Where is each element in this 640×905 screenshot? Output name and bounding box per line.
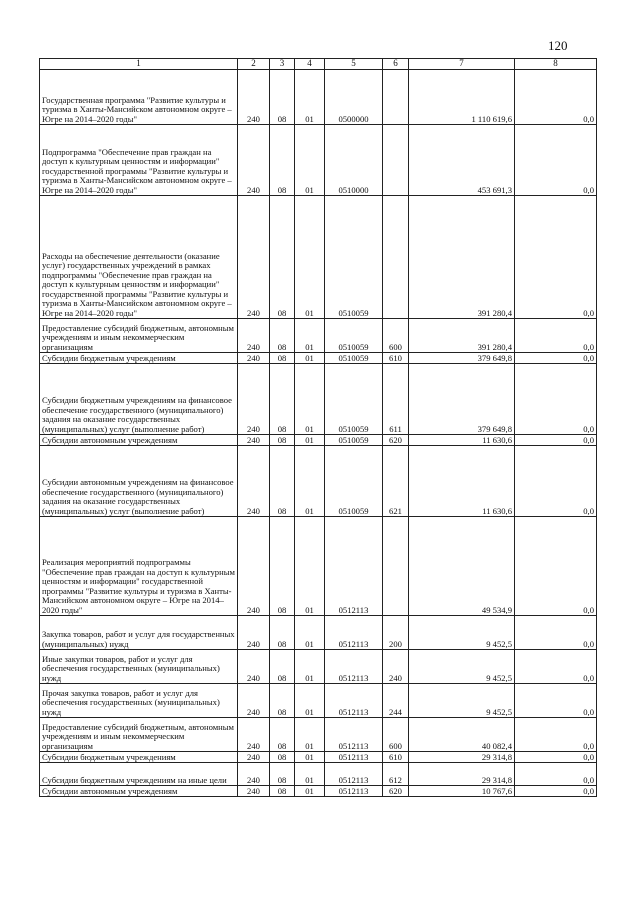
- table-row: [40, 125, 597, 196]
- cell-amount: 9 452,5: [409, 650, 515, 684]
- table-row: [40, 435, 597, 446]
- cell-amount: 29 314,8: [409, 763, 515, 786]
- cell-description: Реализация мероприятий подпрограммы "Обеспечение прав граждан на доступ к культурным ценностям и информации" государственной программы "Развитие культуры и туризма в Ханты-Мансийском автономном округе – Югре на 2014–2020 годы": [40, 517, 238, 616]
- cell-description: Иные закупки товаров, работ и услуг для обеспечения государственных (муниципальных) нужд: [40, 650, 238, 684]
- cell-code-target: 0512113: [325, 763, 383, 786]
- cell-code-ministry: 240: [238, 125, 270, 196]
- cell-amount-2: 0,0: [515, 446, 597, 517]
- cell-description: Субсидии бюджетным учреждениям: [40, 353, 238, 364]
- cell-amount-2: 0,0: [515, 435, 597, 446]
- cell-code-section: 08: [270, 616, 295, 650]
- cell-code-expense-type: [383, 70, 409, 125]
- cell-code-ministry: 240: [238, 763, 270, 786]
- cell-amount-2: 0,0: [515, 517, 597, 616]
- cell-code-ministry: 240: [238, 616, 270, 650]
- table-row: [40, 364, 597, 435]
- budget-table: [39, 58, 597, 797]
- cell-code-subsection: 01: [295, 684, 325, 718]
- cell-amount-2: 0,0: [515, 125, 597, 196]
- column-header-5: 5: [325, 59, 383, 70]
- cell-description: Субсидии автономным учреждениям: [40, 786, 238, 797]
- cell-code-expense-type: 620: [383, 786, 409, 797]
- cell-code-section: 08: [270, 786, 295, 797]
- cell-code-ministry: 240: [238, 752, 270, 763]
- cell-description: Предоставление субсидий бюджетным, автономным учреждениям и иным некоммерческим организациям: [40, 319, 238, 353]
- cell-code-section: 08: [270, 752, 295, 763]
- table-row: [40, 353, 597, 364]
- cell-code-section: 08: [270, 650, 295, 684]
- cell-code-expense-type: 600: [383, 718, 409, 752]
- cell-amount: 453 691,3: [409, 125, 515, 196]
- cell-code-target: 0512113: [325, 517, 383, 616]
- cell-code-section: 08: [270, 435, 295, 446]
- cell-code-target: 0510059: [325, 364, 383, 435]
- cell-code-ministry: 240: [238, 718, 270, 752]
- cell-amount-2: 0,0: [515, 684, 597, 718]
- column-header-7: 7: [409, 59, 515, 70]
- cell-code-ministry: 240: [238, 319, 270, 353]
- cell-amount-2: 0,0: [515, 718, 597, 752]
- cell-description: Субсидии бюджетным учреждениям на финансовое обеспечение государственного (муниципального) задания на оказание государственных (муниципальных) услуг (выполнение работ): [40, 364, 238, 435]
- column-header-8: 8: [515, 59, 597, 70]
- cell-amount: 40 082,4: [409, 718, 515, 752]
- cell-code-subsection: 01: [295, 446, 325, 517]
- cell-code-section: 08: [270, 70, 295, 125]
- cell-description: Субсидии бюджетным учреждениям: [40, 752, 238, 763]
- table-row: [40, 319, 597, 353]
- cell-code-expense-type: 610: [383, 353, 409, 364]
- cell-amount: 29 314,8: [409, 752, 515, 763]
- table-row: [40, 718, 597, 752]
- table-body: [40, 70, 597, 797]
- cell-amount: 9 452,5: [409, 616, 515, 650]
- cell-amount: 9 452,5: [409, 684, 515, 718]
- column-header-2: 2: [238, 59, 270, 70]
- page-number: 120: [548, 38, 568, 53]
- cell-code-target: 0512113: [325, 616, 383, 650]
- cell-code-ministry: 240: [238, 353, 270, 364]
- table-row: [40, 752, 597, 763]
- cell-code-ministry: 240: [238, 435, 270, 446]
- table-header: [40, 59, 597, 70]
- column-header-1: 1: [40, 59, 238, 70]
- cell-code-ministry: 240: [238, 517, 270, 616]
- cell-amount-2: 0,0: [515, 763, 597, 786]
- cell-code-subsection: 01: [295, 752, 325, 763]
- cell-code-subsection: 01: [295, 319, 325, 353]
- cell-code-expense-type: [383, 517, 409, 616]
- cell-amount: 391 280,4: [409, 319, 515, 353]
- cell-amount: 11 630,6: [409, 446, 515, 517]
- cell-code-subsection: 01: [295, 70, 325, 125]
- cell-amount-2: 0,0: [515, 70, 597, 125]
- cell-code-section: 08: [270, 125, 295, 196]
- cell-code-expense-type: [383, 196, 409, 319]
- cell-description: Подпрограмма "Обеспечение прав граждан на доступ к культурным ценностям и информации" государственной программы "Развитие культуры и туризма в Ханты-Мансийском автономном округе – Югре на 2014–2020 годы": [40, 125, 238, 196]
- cell-code-subsection: 01: [295, 616, 325, 650]
- cell-description: Расходы на обеспечение деятельности (оказание услуг) государственных учреждений в рамках подпрограммы "Обеспечение прав граждан на доступ к культурным ценностям и информации" государственной программы "Развитие культуры и туризма в Ханты-Мансийском автономном округе – Югре на 2014–2020 годы": [40, 196, 238, 319]
- table-row: [40, 446, 597, 517]
- cell-code-section: 08: [270, 684, 295, 718]
- column-header-6: 6: [383, 59, 409, 70]
- table-row: [40, 650, 597, 684]
- cell-code-ministry: 240: [238, 684, 270, 718]
- cell-code-target: 0512113: [325, 752, 383, 763]
- cell-code-subsection: 01: [295, 364, 325, 435]
- cell-code-expense-type: 600: [383, 319, 409, 353]
- cell-code-target: 0512113: [325, 718, 383, 752]
- cell-code-subsection: 01: [295, 763, 325, 786]
- cell-amount-2: 0,0: [515, 616, 597, 650]
- cell-code-section: 08: [270, 763, 295, 786]
- cell-description: Государственная программа "Развитие культуры и туризма в Ханты-Мансийском автономном округе – Югре на 2014–2020 годы": [40, 70, 238, 125]
- cell-code-expense-type: 621: [383, 446, 409, 517]
- cell-amount-2: 0,0: [515, 650, 597, 684]
- table-row: [40, 196, 597, 319]
- cell-amount: 10 767,6: [409, 786, 515, 797]
- cell-code-ministry: 240: [238, 364, 270, 435]
- cell-amount: 49 534,9: [409, 517, 515, 616]
- cell-code-expense-type: 610: [383, 752, 409, 763]
- cell-code-expense-type: 200: [383, 616, 409, 650]
- table-row: [40, 786, 597, 797]
- cell-code-target: 0510059: [325, 435, 383, 446]
- cell-amount-2: 0,0: [515, 752, 597, 763]
- cell-description: Субсидии автономным учреждениям на финансовое обеспечение государственного (муниципального) задания на оказание государственных (муниципальных) услуг (выполнение работ): [40, 446, 238, 517]
- cell-description: Закупка товаров, работ и услуг для государственных (муниципальных) нужд: [40, 616, 238, 650]
- cell-description: Субсидии бюджетным учреждениям на иные цели: [40, 763, 238, 786]
- cell-code-ministry: 240: [238, 786, 270, 797]
- table-row: [40, 684, 597, 718]
- cell-amount: 1 110 619,6: [409, 70, 515, 125]
- cell-code-subsection: 01: [295, 517, 325, 616]
- cell-code-section: 08: [270, 196, 295, 319]
- cell-code-expense-type: 611: [383, 364, 409, 435]
- cell-code-section: 08: [270, 446, 295, 517]
- cell-code-expense-type: 240: [383, 650, 409, 684]
- cell-code-ministry: 240: [238, 446, 270, 517]
- cell-code-target: 0510059: [325, 196, 383, 319]
- cell-code-section: 08: [270, 364, 295, 435]
- cell-code-ministry: 240: [238, 196, 270, 319]
- cell-description: Субсидии автономным учреждениям: [40, 435, 238, 446]
- cell-amount: 379 649,8: [409, 353, 515, 364]
- cell-description: Прочая закупка товаров, работ и услуг для обеспечения государственных (муниципальных) нужд: [40, 684, 238, 718]
- cell-code-ministry: 240: [238, 70, 270, 125]
- table-row: [40, 616, 597, 650]
- cell-code-subsection: 01: [295, 718, 325, 752]
- cell-code-expense-type: 244: [383, 684, 409, 718]
- cell-code-target: 0510059: [325, 446, 383, 517]
- cell-code-section: 08: [270, 319, 295, 353]
- table-row: [40, 517, 597, 616]
- cell-code-section: 08: [270, 517, 295, 616]
- table-row: [40, 763, 597, 786]
- column-header-4: 4: [295, 59, 325, 70]
- cell-code-target: 0512113: [325, 684, 383, 718]
- cell-code-subsection: 01: [295, 125, 325, 196]
- cell-code-target: 0500000: [325, 70, 383, 125]
- cell-amount: 379 649,8: [409, 364, 515, 435]
- cell-code-ministry: 240: [238, 650, 270, 684]
- cell-code-expense-type: [383, 125, 409, 196]
- cell-amount: 11 630,6: [409, 435, 515, 446]
- cell-description: Предоставление субсидий бюджетным, автономным учреждениям и иным некоммерческим организациям: [40, 718, 238, 752]
- header-row: [40, 59, 597, 70]
- cell-code-subsection: 01: [295, 786, 325, 797]
- column-header-3: 3: [270, 59, 295, 70]
- cell-code-section: 08: [270, 718, 295, 752]
- cell-code-expense-type: 620: [383, 435, 409, 446]
- cell-amount-2: 0,0: [515, 353, 597, 364]
- cell-code-subsection: 01: [295, 650, 325, 684]
- cell-amount-2: 0,0: [515, 786, 597, 797]
- cell-amount-2: 0,0: [515, 196, 597, 319]
- cell-amount-2: 0,0: [515, 364, 597, 435]
- cell-code-section: 08: [270, 353, 295, 364]
- cell-code-target: 0510000: [325, 125, 383, 196]
- cell-amount-2: 0,0: [515, 319, 597, 353]
- cell-code-target: 0512113: [325, 786, 383, 797]
- cell-code-expense-type: 612: [383, 763, 409, 786]
- cell-code-subsection: 01: [295, 435, 325, 446]
- cell-amount: 391 280,4: [409, 196, 515, 319]
- cell-code-subsection: 01: [295, 196, 325, 319]
- cell-code-target: 0510059: [325, 319, 383, 353]
- cell-code-subsection: 01: [295, 353, 325, 364]
- cell-code-target: 0512113: [325, 650, 383, 684]
- cell-code-target: 0510059: [325, 353, 383, 364]
- table-row: [40, 70, 597, 125]
